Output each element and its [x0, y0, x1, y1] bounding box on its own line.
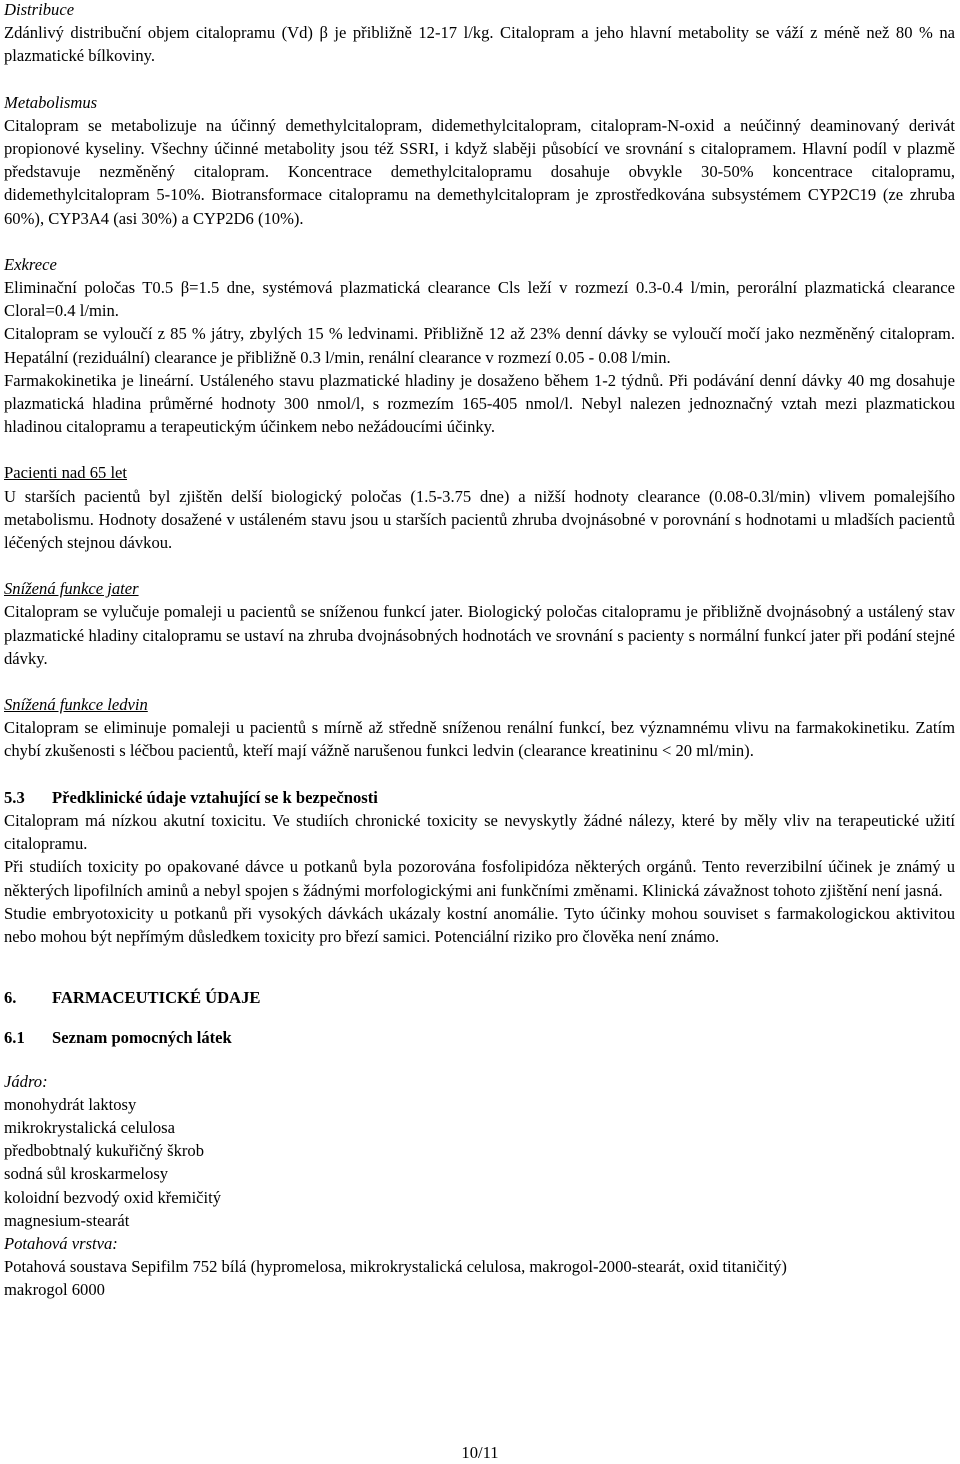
paragraph-pacienti: U starších pacientů byl zjištěn delší biologický poločas (1.5-3.75 dne) a nižší hodnoty clearance (0.08-0.3l/min) vlivem pomalejšího metabolismu. Hodnoty dosažené v ustáleném stavu jsou u starších pacientů zhruba dvojnásobné v porovnání s hodnotami u mladších pacientů léčených stejnou dávkou. — [4, 486, 955, 553]
paragraph-exkrece-2: Citalopram se vyloučí z 85 % játry, zbylých 15 % ledvinami. Přibližně 12 až 23% denní dávky se vyloučí močí jako nezměněný citalopram. Hepatální (reziduální) clearance je přibližně 0.3 l/min, renální clearance v rozmezí 0.05 - 0.08 l/min. — [4, 324, 955, 367]
excipient-item: sodná sůl kroskarmelosy — [4, 1164, 169, 1184]
paragraph-jatra: Citalopram se vylučuje pomaleji u pacientů se sníženou funkcí jater. Biologický poločas citalopramu je přibližně dvojnásobný a ustálený stav plazmatické hladiny citalopramu se ustaví na zhruba dvojnásobných hodnotách ve srovnání s pacienty s normální funkcí jater při podání stejné dávky. — [4, 602, 955, 668]
paragraph-distribuce: Zdánlivý distribuční objem citalopramu (Vd) β je přibližně 12-17 l/kg. Citalopram a jeho hlavní metabolity se váží z méně než 80 % na plazmatické bílkoviny. — [4, 23, 955, 66]
section-title: Seznam pomocných látek — [52, 1028, 232, 1048]
heading-pacienti: Pacienti nad 65 let — [4, 463, 128, 483]
paragraph-5-3-1: Citalopram má nízkou akutní toxicitu. Ve studiích chronické toxicity se nevyskytly žádné nálezy, které by měly vliv na terapeutické užití citalopramu. — [4, 810, 955, 854]
heading-distribuce: Distribuce — [4, 0, 75, 19]
coating-item: makrogol 6000 — [4, 1280, 105, 1300]
excipient-item: monohydrát laktosy — [4, 1094, 137, 1114]
paragraph-exkrece-1: Eliminační poločas T0.5 β=1.5 dne, systémová plazmatická clearance Cls leží v rozmezí 0.3-0.4 l/min, perorální plazmatická clearance Cloral=0.4 l/min. — [4, 278, 955, 321]
section-number: 6.1 — [4, 1028, 25, 1048]
section-title: FARMACEUTICKÉ ÚDAJE — [52, 988, 261, 1008]
label-jadro: Jádro: — [4, 1071, 48, 1091]
heading-ledviny: Snížená funkce ledvin — [4, 695, 148, 715]
paragraph-exkrece-3: Farmakokinetika je lineární. Ustáleného stavu plazmatické hladiny je dosaženo během 1-2 týdnů. Při podávání denní dávky 40 mg dosahuje plazmatická hladina průměrné hodnoty 300 nmol/l, s rozmezím 165-405 nmol/l. Nebyl nalezen jednoznačný vztah mezi plazmatickou hladinou citalopramu a terapeutickým účinkem nebo nežádoucími účinky. — [4, 370, 955, 437]
excipient-item: koloidní bezvodý oxid křemičitý — [4, 1187, 222, 1207]
section-number: 6. — [4, 988, 17, 1008]
document-page — [4, 0, 955, 1302]
heading-exkrece: Exkrece — [4, 254, 57, 274]
heading-jatra: Snížená funkce jater — [4, 579, 139, 599]
excipient-item: magnesium-stearát — [4, 1210, 130, 1230]
excipient-item: mikrokrystalická celulosa — [4, 1117, 175, 1137]
paragraph-5-3-3: Studie embryotoxicity u potkanů při vysokých dávkách ukázaly kostní anomálie. Tyto účinky mohou souviset s farmakologickou aktivitou nebo mohou být nepřímým důsledkem toxicity pro březí samici. Potenciální riziko pro člověka není známo. — [4, 903, 955, 946]
section-title: Předklinické údaje vztahující se k bezpečnosti — [52, 787, 378, 807]
paragraph-ledviny: Citalopram se eliminuje pomaleji u pacientů s mírně až středně sníženou renální funkcí, bez významnému vlivu na farmakokinetiku. Zatím chybí zkušenosti s léčbou pacientů, kteří mají vážně narušenou funkci ledvin (clearance kreatininu < 20 ml/min). — [4, 718, 955, 761]
section-number: 5.3 — [4, 787, 25, 807]
heading-metabolismus: Metabolismus — [4, 92, 98, 112]
coating-item: Potahová soustava Sepifilm 752 bílá (hypromelosa, mikrokrystalická celulosa, makrogol-2000-stearát, oxid titaničitý) — [4, 1257, 787, 1277]
section-6-heading — [4, 986, 955, 1009]
excipient-item: předbobtnalý kukuřičný škrob — [4, 1141, 205, 1161]
label-potah: Potahová vrstva: — [4, 1233, 118, 1253]
paragraph-5-3-2: Při studiích toxicity po opakované dávce u potkanů byla pozorována fosfolipidóza některých orgánů. Tento reverzibilní účinek je známý u některých lipofilních aminů a nebyl spojen s žádnými morfologickými ani funkčními změnami. Klinická závažnost tohoto zjištění není jasná. — [4, 857, 955, 900]
page-number: 10/11 — [461, 1443, 499, 1462]
section-6-1-heading — [4, 1026, 955, 1049]
section-5-3-heading — [4, 786, 955, 809]
paragraph-metabolismus: Citalopram se metabolizuje na účinný demethylcitalopram, didemethylcitalopram, citalopram-N-oxid a neúčinný deaminovaný derivát propionové kyseliny. Všechny účinné metabolity jsou též SSRI, i když slaběji působící ve srovnání s citalopramem. Hlavní podíl v plazmě představuje nezměněný citalopram. Koncentrace demethylcitalopramu dosahuje obvykle 30-50% koncentrace citalopramu, didemethylcitalopram 5-10%. Biotransformace citalopramu na demethylcitalopram je zprostředkována subsystémem CYP2C19 (ze zhruba 60%), CYP3A4 (asi 30%) a CYP2D6 (10%). — [4, 115, 955, 228]
